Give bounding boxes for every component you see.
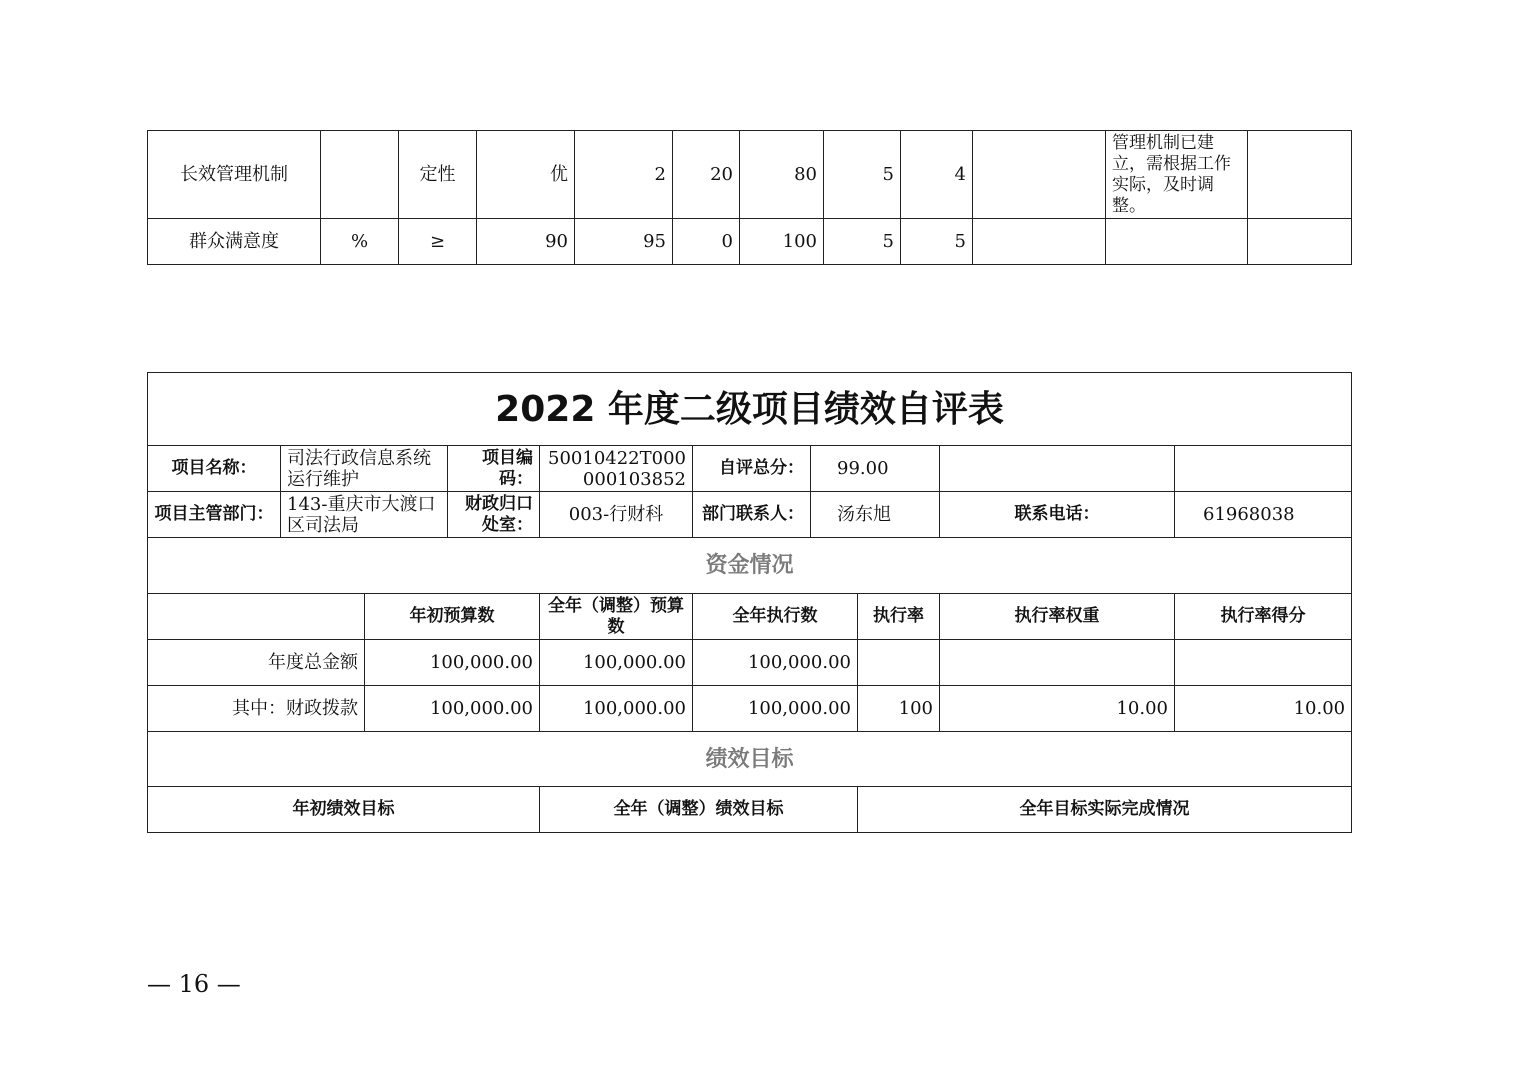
score-label: 自评总分：: [693, 446, 811, 492]
indicator-target: 优: [477, 131, 575, 219]
indicator-value: 95: [575, 219, 673, 265]
table-row: [148, 131, 1352, 219]
funds-adjusted: 100,000.00: [540, 640, 693, 686]
contact-label: 部门联系人：: [693, 492, 811, 538]
indicator-weight: 5: [824, 219, 901, 265]
indicator-weight: 5: [824, 131, 901, 219]
funds-executed: 100,000.00: [693, 640, 858, 686]
contact-value: 汤东旭: [811, 492, 940, 538]
indicator-value: 20: [673, 131, 740, 219]
indicator-target: 90: [477, 219, 575, 265]
indicator-reason: 管理机制已建立，需根据工作实际，及时调整。: [1106, 131, 1248, 219]
phone-label: 联系电话：: [940, 492, 1175, 538]
indicator-name: 长效管理机制: [148, 131, 321, 219]
finance-label: 财政归口处室：: [448, 492, 540, 538]
perf-header-adjusted: 全年（调整）绩效目标: [540, 787, 858, 833]
funds-header-budget: 年初预算数: [365, 594, 540, 640]
funds-weight: 10.00: [940, 686, 1175, 732]
funds-header-adjusted: 全年（调整）预算数: [540, 594, 693, 640]
section-row: [148, 732, 1352, 787]
funds-score: [1175, 640, 1352, 686]
blank-cell: [1175, 446, 1352, 492]
funds-header-executed: 全年执行数: [693, 594, 858, 640]
info-row: [148, 446, 1352, 492]
indicator-value: 0: [673, 219, 740, 265]
funds-budget: 100,000.00: [365, 640, 540, 686]
funds-row-label: 其中：财政拨款: [148, 686, 365, 732]
indicator-value: 2: [575, 131, 673, 219]
funds-header-weight: 执行率权重: [940, 594, 1175, 640]
funds-header-row: [148, 594, 1352, 640]
funds-header-rate: 执行率: [858, 594, 940, 640]
funds-budget: 100,000.00: [365, 686, 540, 732]
indicator-score: 5: [901, 219, 973, 265]
score-value: 99.00: [811, 446, 940, 492]
project-name: 司法行政信息系统运行维护: [281, 446, 448, 492]
project-code-label: 项目编码：: [448, 446, 540, 492]
phone-value: 61968038: [1175, 492, 1352, 538]
dept-label: 项目主管部门：: [148, 492, 281, 538]
title-row: [148, 373, 1352, 446]
indicator-reason: [1106, 219, 1248, 265]
funds-rate: [858, 640, 940, 686]
info-row: [148, 492, 1352, 538]
perf-header-row: [148, 787, 1352, 833]
funds-header-score: 执行率得分: [1175, 594, 1352, 640]
self-evaluation-form: [147, 372, 1352, 833]
indicator-blank: [1248, 219, 1352, 265]
section-row: [148, 538, 1352, 594]
indicator-blank: [973, 131, 1106, 219]
perf-section-title: 绩效目标: [148, 732, 1352, 787]
table-row: [148, 640, 1352, 686]
indicator-unit: [321, 131, 399, 219]
indicator-value: 100: [740, 219, 824, 265]
funds-section-title: 资金情况: [148, 538, 1352, 594]
funds-row-label: 年度总金额: [148, 640, 365, 686]
table-row: [148, 686, 1352, 732]
project-code: 50010422T000000103852: [540, 446, 693, 492]
indicator-name: 群众满意度: [148, 219, 321, 265]
project-name-label: 项目名称：: [148, 446, 281, 492]
perf-header-initial: 年初绩效目标: [148, 787, 540, 833]
page-number: — 16 —: [147, 970, 241, 998]
indicator-value: 80: [740, 131, 824, 219]
funds-rate: 100: [858, 686, 940, 732]
form-title: 2022 年度二级项目绩效自评表: [148, 373, 1352, 446]
indicator-blank: [1248, 131, 1352, 219]
funds-weight: [940, 640, 1175, 686]
finance-value: 003-行财科: [540, 492, 693, 538]
indicator-nature: ≥: [399, 219, 477, 265]
dept-value: 143-重庆市大渡口区司法局: [281, 492, 448, 538]
indicator-table: [147, 130, 1352, 265]
funds-header-blank: [148, 594, 365, 640]
table-row: [148, 219, 1352, 265]
perf-header-actual: 全年目标实际完成情况: [858, 787, 1352, 833]
indicator-blank: [973, 219, 1106, 265]
indicator-score: 4: [901, 131, 973, 219]
blank-cell: [940, 446, 1175, 492]
funds-score: 10.00: [1175, 686, 1352, 732]
indicator-unit: %: [321, 219, 399, 265]
indicator-nature: 定性: [399, 131, 477, 219]
funds-adjusted: 100,000.00: [540, 686, 693, 732]
funds-executed: 100,000.00: [693, 686, 858, 732]
